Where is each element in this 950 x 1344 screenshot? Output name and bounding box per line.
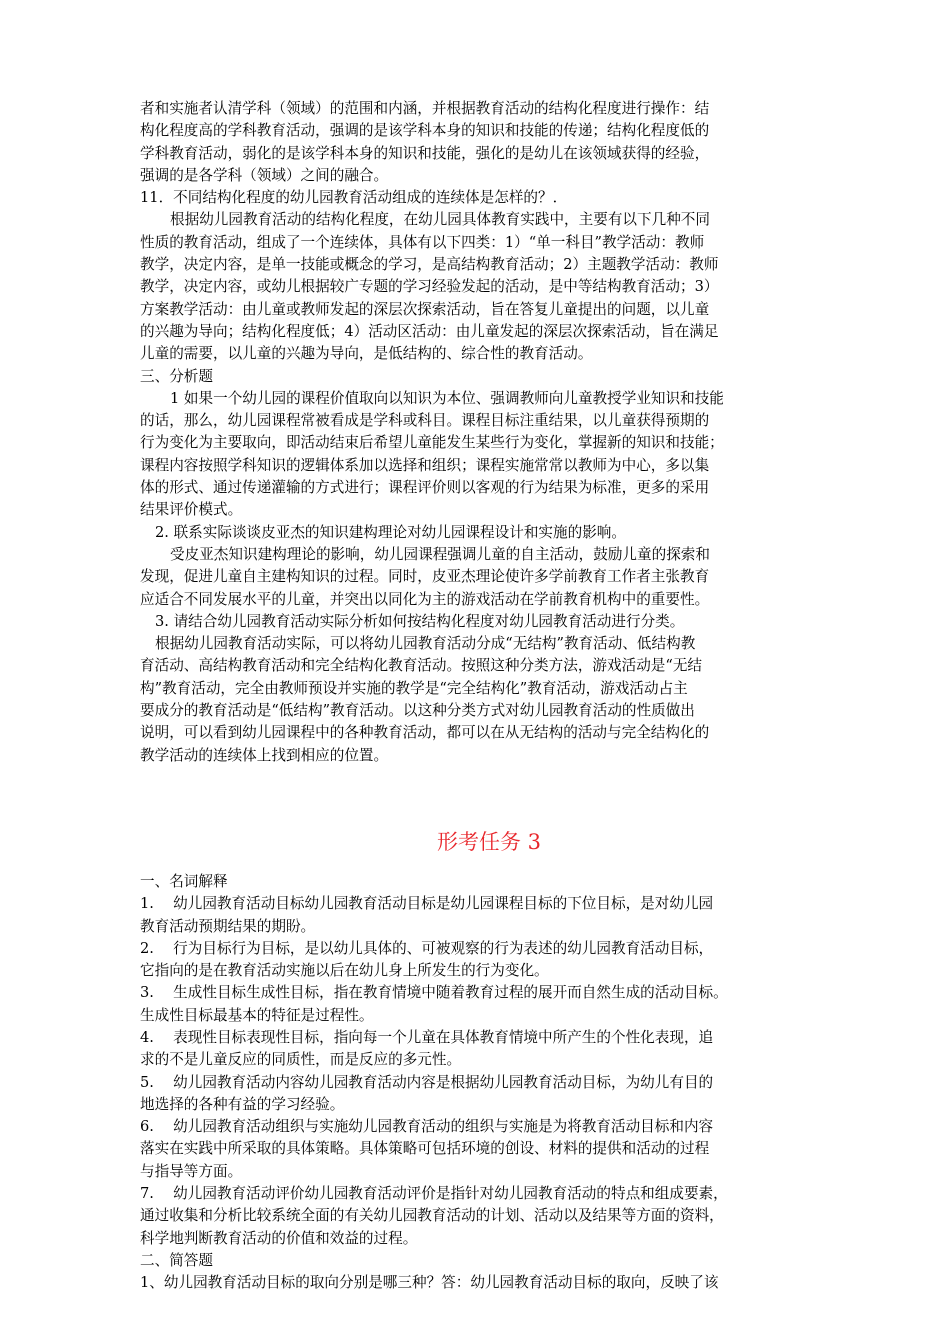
paragraph-line: 结果评价模式。 (140, 501, 243, 519)
question-heading: 3. 请结合幼儿园教育活动实际分析如何按结构化程度对幼儿园教育活动进行分类。 (155, 612, 685, 630)
section-heading: 三、分析题 (140, 367, 213, 385)
paragraph-line: 课程内容按照学科知识的逻辑体系加以选择和组织；课程实施常常以教师为中心，多以集 (140, 456, 710, 474)
paragraph-line: 学科教育活动，弱化的是该学科本身的知识和技能，强化的是幼儿在该领域获得的经验， (140, 144, 710, 162)
paragraph-line: 构”教育活动，完全由教师预设并实施的教学是“完全结构化”教育活动，游戏活动占主 (140, 679, 688, 697)
term-definition-line: 教育活动预期结果的期盼。 (140, 917, 316, 935)
term-definition-line: 5. 幼儿园教育活动内容幼儿园教育活动内容是根据幼儿园教育活动目标，为幼儿有目的 (140, 1073, 714, 1091)
paragraph-line: 要成分的教育活动是“低结构”教育活动。以这种分类方式对幼儿园教育活动的性质做出 (140, 702, 695, 720)
paragraph-line: 儿童的需要，以儿童的兴趣为导向，是低结构的、综合性的教育活动。 (140, 345, 593, 363)
question-heading: 11．不同结构化程度的幼儿园教育活动组成的连续体是怎样的？． (140, 189, 568, 207)
document-body (140, 98, 818, 1295)
section-heading: 二、简答题 (140, 1251, 213, 1269)
section-heading: 一、名词解释 (140, 872, 228, 890)
paragraph-line: 受皮亚杰知识建构理论的影响，幼儿园课程强调儿童的自主活动，鼓励儿童的探索和 (170, 545, 710, 563)
paragraph-line: 性质的教育活动，组成了一个连续体，具体有以下四类：1）“单一科目”教学活动：教师 (140, 233, 705, 251)
paragraph-line: 者和实施者认清学科（领域）的范围和内涵，并根据教育活动的结构化程度进行操作：结 (140, 100, 710, 117)
paragraph-line: 1 如果一个幼儿园的课程价值取向以知识为本位、强调教师向儿童教授学业知识和技能 (170, 389, 724, 407)
term-definition-line: 1. 幼儿园教育活动目标幼儿园教育活动目标是幼儿园课程目标的下位目标，是对幼儿园 (140, 895, 714, 913)
paragraph-line: 方案教学活动：由儿童或教师发起的深层次探索活动，旨在答复儿童提出的问题，以儿童 (140, 300, 710, 318)
paragraph-line: 育活动、高结构教育活动和完全结构化教育活动。按照这种分类方法，游戏活动是“无结 (140, 657, 703, 675)
paragraph-line: 根据幼儿园教育活动实际，可以将幼儿园教育活动分成“无结构”教育活动、低结构教 (155, 635, 696, 653)
paragraph-line: 体的形式、通过传递灌输的方式进行；课程评价则以客观的行为结果为标准，更多的采用 (140, 479, 710, 497)
term-definition-line: 它指向的是在教育活动实施以后在幼儿身上所发生的行为变化。 (140, 962, 549, 980)
paragraph-line: 应适合不同发展水平的儿童，并突出以同化为主的游戏活动在学前教育机构中的重要性。 (140, 590, 710, 608)
term-definition-line: 求的不是儿童反应的同质性，而是反应的多元性。 (140, 1051, 462, 1069)
term-definition-line: 科学地判断教育活动的价值和效益的过程。 (140, 1229, 418, 1247)
paragraph-line: 的话，那么，幼儿园课程常被看成是学科或科目。课程目标注重结果，以儿童获得预期的 (140, 412, 710, 430)
paragraph-line: 根据幼儿园教育活动的结构化程度，在幼儿园具体教育实践中，主要有以下几种不同 (170, 211, 710, 229)
term-definition-line: 地选择的各种有益的学习经验。 (140, 1095, 345, 1113)
question-heading: 2. 联系实际谈谈皮亚杰的知识建构理论对幼儿园课程设计和实施的影响。 (155, 523, 626, 541)
question-heading: 1、幼儿园教育活动目标的取向分别是哪三种？答：幼儿园教育活动目标的取向，反映了该 (140, 1274, 719, 1292)
term-definition-line: 7. 幼儿园教育活动评价幼儿园教育活动评价是指针对幼儿园教育活动的特点和组成要素， (140, 1185, 728, 1203)
term-definition-line: 与指导等方面。 (140, 1162, 243, 1180)
paragraph-line: 教学活动的连续体上找到相应的位置。 (140, 746, 389, 764)
paragraph-line: 说明，可以看到幼儿园课程中的各种教育活动，都可以在从无结构的活动与完全结构化的 (140, 724, 710, 742)
paragraph-line: 强调的是各学科（领域）之间的融合。 (140, 166, 389, 184)
paragraph-line: 构化程度高的学科教育活动，强调的是该学科本身的知识和技能的传递；结构化程度低的 (140, 122, 710, 140)
term-definition-line: 4. 表现性目标表现性目标，指向每一个儿童在具体教育情境中所产生的个性化表现，追 (140, 1028, 714, 1046)
term-definition-line: 2. 行为目标行为目标，是以幼儿具体的、可被观察的行为表述的幼儿园教育活动目标， (140, 939, 714, 957)
paragraph-line: 教学，决定内容，或幼儿根据较广专题的学习经验发起的活动，是中等结构教育活动；3） (140, 278, 719, 296)
term-definition-line: 生成性目标最基本的特征是过程性。 (140, 1006, 374, 1024)
section-title: 形考任务 3 (436, 829, 542, 854)
paragraph-line: 教学，决定内容，是单一技能或概念的学习，是高结构教育活动；2）主题教学活动：教师 (140, 256, 719, 274)
term-definition-line: 通过收集和分析比较系统全面的有关幼儿园教育活动的计划、活动以及结果等方面的资料， (140, 1207, 724, 1225)
term-definition-line: 3. 生成性目标生成性目标，指在教育情境中随着教育过程的展开而自然生成的活动目标。 (140, 984, 728, 1002)
paragraph-line: 的兴趣为导向；结构化程度低；4）活动区活动：由儿童发起的深层次探索活动，旨在满足 (140, 322, 719, 340)
paragraph-line: 发现，促进儿童自主建构知识的过程。同时，皮亚杰理论使许多学前教育工作者主张教育 (140, 568, 710, 586)
term-definition-line: 落实在实践中所采取的具体策略。具体策略可包括环境的创设、材料的提供和活动的过程 (140, 1140, 710, 1158)
paragraph-line: 行为变化为主要取向，即活动结束后希望儿童能发生某些行为变化，掌握新的知识和技能； (140, 434, 724, 452)
term-definition-line: 6. 幼儿园教育活动组织与实施幼儿园教育活动的组织与实施是为将教育活动目标和内容 (140, 1118, 714, 1136)
